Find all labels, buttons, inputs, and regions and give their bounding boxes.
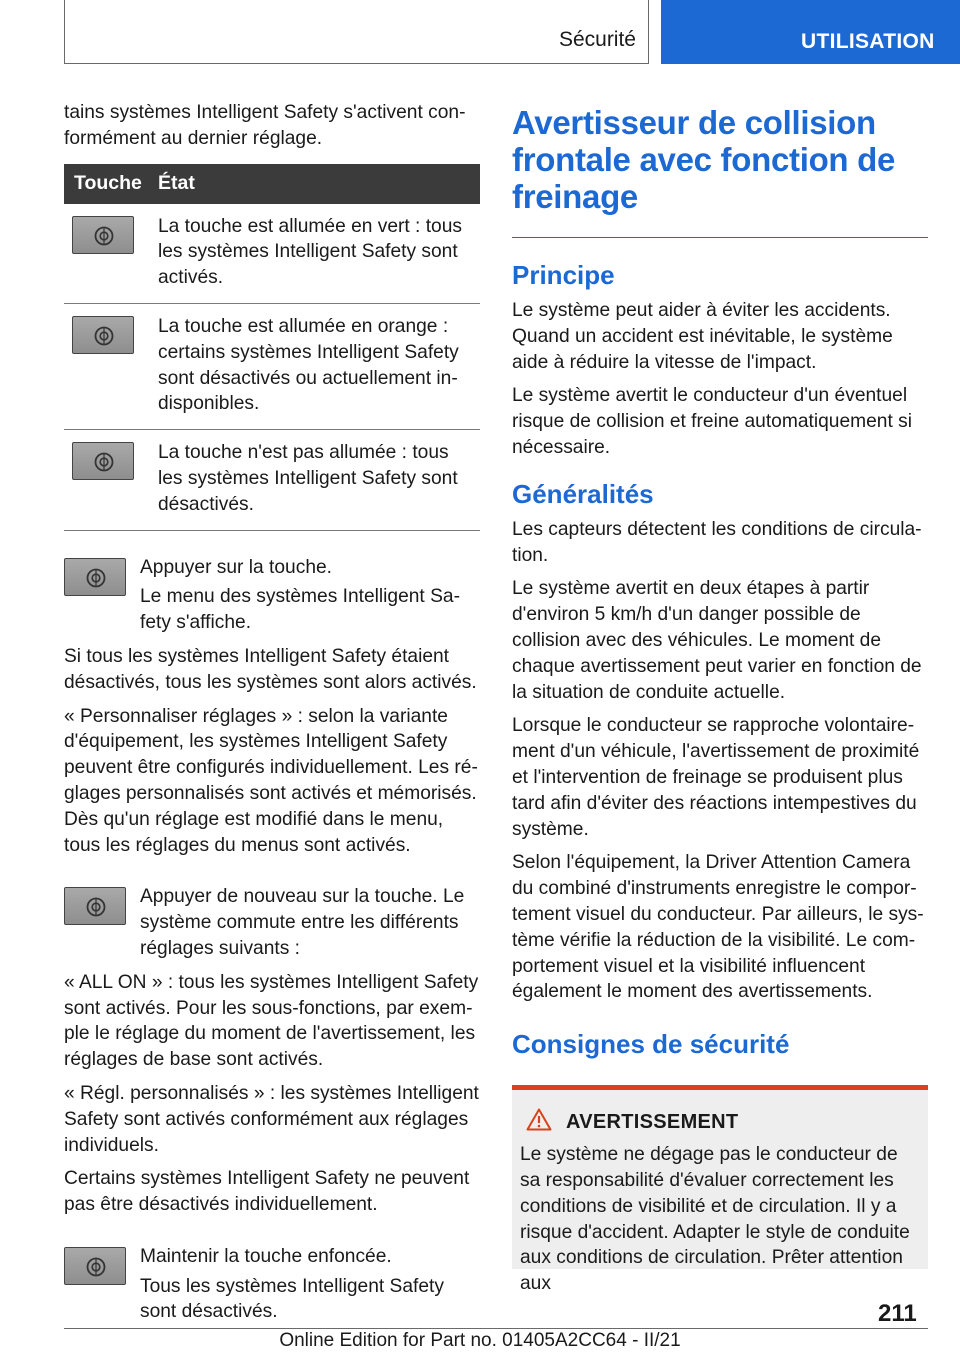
intelligent-safety-button-icon bbox=[72, 216, 134, 254]
step-hold-button bbox=[64, 1244, 480, 1325]
table-header-etat: État bbox=[158, 164, 480, 204]
title-divider bbox=[512, 237, 928, 238]
step3-line1: Maintenir la touche enfoncée. bbox=[140, 1245, 392, 1267]
warning-text: Le système ne dégage pas le conducteur de sa responsabilité d'évaluer correctement les conditions de visibilité et de circulation. Il y a risque d'accident. Adapter le style de conduite aux conditions de circulation. Prêter attention aux bbox=[520, 1144, 910, 1295]
page-number: 211 bbox=[878, 1300, 917, 1327]
intelligent-safety-button-icon bbox=[64, 1247, 126, 1285]
warning-title: AVERTISSEMENT bbox=[566, 1110, 739, 1133]
step-press-button bbox=[64, 555, 480, 636]
step-press-again bbox=[64, 884, 480, 961]
header-section-box bbox=[64, 0, 649, 64]
intelligent-safety-button-icon bbox=[72, 442, 134, 480]
table-header-touche: Touche bbox=[64, 164, 158, 204]
footer-divider bbox=[64, 1328, 928, 1329]
principe-paragraph-1: Le système peut aider à éviter les accidents. Quand un accident est inévitable, le système aide à réduire la vitesse de l'impact. bbox=[512, 300, 893, 373]
step3-line2: Tous les systèmes Intelligent Safety sont désactivés. bbox=[140, 1275, 444, 1323]
warning-header bbox=[526, 1108, 920, 1136]
header-chapter-tab bbox=[661, 0, 960, 64]
generalites-paragraph-1: Les capteurs détectent les conditions de circulation. bbox=[512, 518, 922, 566]
table-row bbox=[64, 303, 480, 429]
heading-consignes: Consignes de sécurité bbox=[512, 1029, 790, 1060]
table-cell-state: La touche est allumée en orange : certains systèmes Intelligent Safety sont désactivés ou actuellement indisponibles. bbox=[158, 303, 480, 429]
footer-edition: Online Edition for Part no. 01405A2CC64 - II/21 bbox=[279, 1330, 681, 1351]
right-column bbox=[512, 104, 928, 1295]
intelligent-safety-button-icon bbox=[72, 316, 134, 354]
header-section-title: Sécurité bbox=[558, 28, 636, 51]
paragraph-regl-personnalises: « Régl. personnalisés » : les systèmes Intelligent Safety sont activés conformément aux réglages individuels. bbox=[64, 1082, 479, 1156]
step1-line2: Le menu des systèmes Intelligent Safety s'affiche. bbox=[140, 586, 460, 634]
principe-paragraph-2: Le système avertit le conducteur d'un éventuel risque de collision et freine automatiquement si nécessaire. bbox=[512, 385, 912, 458]
heading-generalites: Généralités bbox=[512, 478, 654, 509]
table-row bbox=[64, 204, 480, 304]
intelligent-safety-button-icon bbox=[64, 558, 126, 596]
table-cell-state: La touche n'est pas allumée : tous les systèmes Intelligent Safety sont désactivés. bbox=[158, 430, 480, 530]
warning-triangle-icon bbox=[526, 1108, 552, 1136]
paragraph-not-individually: Certains systèmes Intelligent Safety ne peuvent pas être désactivés individuellement. bbox=[64, 1168, 470, 1216]
paragraph-all-activated: Si tous les systèmes Intelligent Safety étaient désactivés, tous les systèmes sont alors activés. bbox=[64, 645, 477, 693]
generalites-paragraph-4: Selon l'équipement, la Driver Attention Camera du combiné d'instruments enregistre le comportement visuel du conducteur. Par ailleurs, le système vérifie la réduction de la visibilité. Le comportement visuel et la visibilité influencent également le moment des avertissements. bbox=[512, 852, 924, 1003]
intro-paragraph: tains systèmes Intelligent Safety s'activent conformément au dernier réglage. bbox=[64, 102, 466, 149]
warning-box bbox=[512, 1085, 928, 1295]
header-chapter-title: UTILISATION bbox=[801, 30, 935, 53]
generalites-paragraph-3: Lorsque le conducteur se rapproche volontairement d'un véhicule, l'avertissement de proximité et l'intervention de freinage se produisent plus tard afin d'éviter des réactions intempestives du système. bbox=[512, 715, 920, 840]
left-column bbox=[64, 100, 480, 1333]
paragraph-all-on: « ALL ON » : tous les systèmes Intelligent Safety sont activés. Pour les sous-fonctions, par exemple le réglage du moment de l'avertissement, les réglages de base sont activés. bbox=[64, 971, 479, 1071]
heading-principe: Principe bbox=[512, 260, 615, 290]
step2-line1: Appuyer de nouveau sur la touche. Le système commute entre les différents réglages suivants : bbox=[140, 886, 465, 959]
section-title: Avertisseur de collision frontale avec fonction de freinage bbox=[512, 104, 896, 215]
generalites-paragraph-2: Le système avertit en deux étapes à partir d'environ 5 km/h d'un danger possible de collision avec des véhicules. Le moment de chaque avertissement peut varier en fonction de la situation de conduite actuelle. bbox=[512, 578, 922, 703]
intelligent-safety-button-icon bbox=[64, 887, 126, 925]
table-row bbox=[64, 430, 480, 530]
table-cell-state: La touche est allumée en vert : tous les systèmes Intelligent Safety sont activés. bbox=[158, 204, 480, 304]
paragraph-personnaliser: « Personnaliser réglages » : selon la variante d'équipement, les systèmes Intelligent Safety peuvent être configurés individuellement. Les réglages personnalisés sont activés et mémorisés. Dès qu'un réglage est modifié dans le menu, tous les réglages du menus sont activés. bbox=[64, 705, 478, 856]
button-state-table bbox=[64, 164, 480, 531]
step1-line1: Appuyer sur la touche. bbox=[140, 556, 332, 578]
table-header-row bbox=[64, 164, 480, 204]
